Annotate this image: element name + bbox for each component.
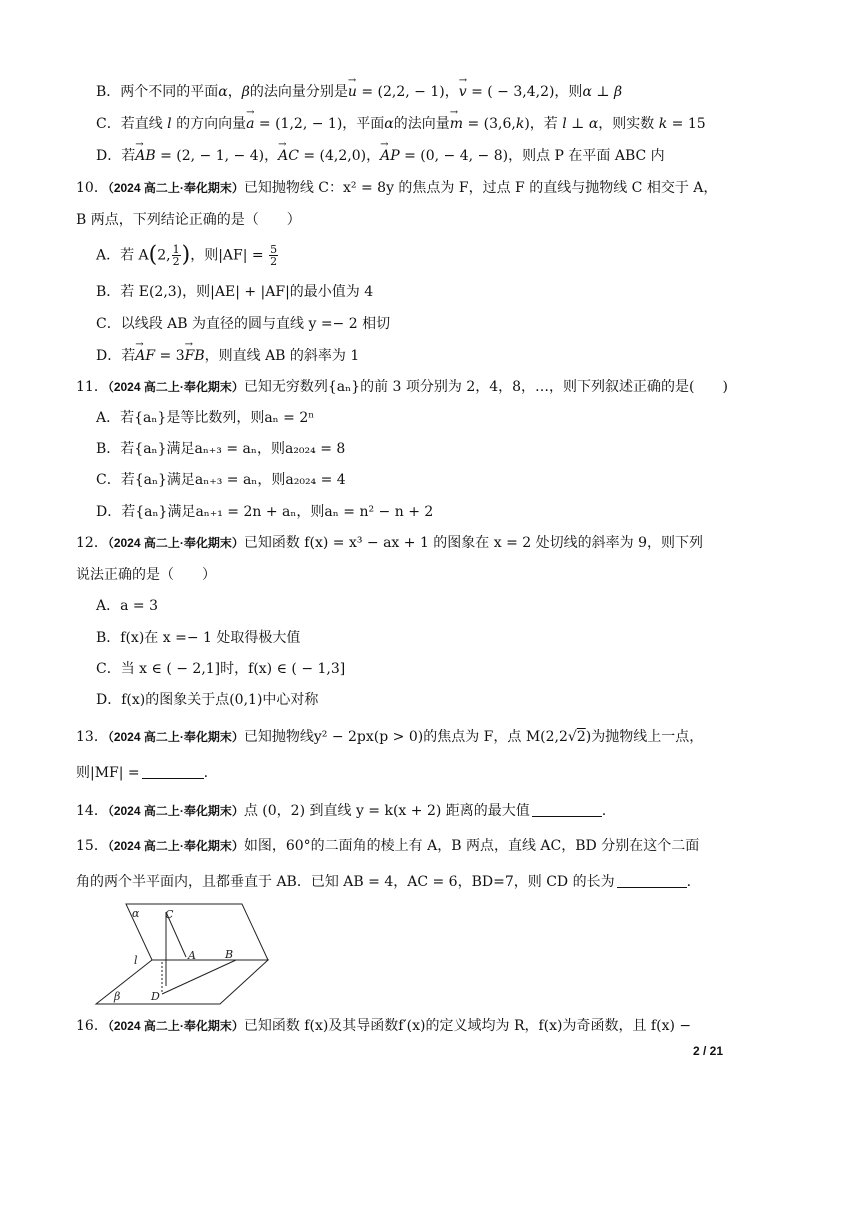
q10-option-d: D．若→ AF = 3→ FB，则直线 AB 的斜率为 1 (96, 346, 359, 366)
q15-answer-blank[interactable] (617, 873, 687, 888)
q10-stem-line1: 10．（2024 高二上·奉化期末）已知抛物线 C：x² = 8y 的焦点为 F，过点 F 的直线与抛物线 C 相交于 A， (76, 180, 718, 196)
q9-option-b: B．两个不同的平面α，β的法向量分别是→ u = (2,2, − 1)，→ v = ( − 3,4,2)，则α ⊥ β (96, 82, 622, 102)
q14-stem: 14．（2024 高二上·奉化期末）点 (0，2) 到直线 y = k(x + 2) 距离的最大值 . (76, 803, 607, 819)
q15-stem-line1: 15．（2024 高二上·奉化期末）如图，60°的二面角的棱上有 A，B 两点，直线 AC，BD 分别在这个二面 (76, 838, 700, 854)
q11-option-a: A．若{aₙ}是等比数列，则aₙ = 2ⁿ (96, 410, 315, 426)
plane-alpha (126, 904, 268, 960)
q12-option-d: D．f(x)的图象关于点(0,1)中心对称 (96, 692, 319, 708)
q10-stem-line2: B 两点，下列结论正确的是（ ） (76, 212, 301, 228)
q12-stem-line2: 说法正确的是（ ） (76, 567, 216, 583)
label-c: C (165, 908, 174, 921)
label-b: B (225, 948, 234, 961)
q11-stem: 11．（2024 高二上·奉化期末）已知无穷数列{aₙ}的前 3 项分别为 2，4，8，…，则下列叙述正确的是( ) (76, 379, 728, 395)
q15-dihedral-figure (92, 902, 274, 1008)
q11-option-b: B．若{aₙ}满足aₙ₊₃ = aₙ，则a₂₀₂₄ = 8 (96, 441, 346, 457)
q16-stem: 16．（2024 高二上·奉化期末）已知函数 f(x)及其导函数f′(x)的定义域均为 R，f(x)为奇函数，且 f(x) − (76, 1018, 692, 1034)
q11-option-d: D．若{aₙ}满足aₙ₊₁ = 2n + aₙ，则aₙ = n² − n + 2 (96, 504, 434, 520)
q13-answer-blank[interactable] (142, 764, 204, 779)
q10-option-c: C．以线段 AB 为直径的圆与直线 y =− 2 相切 (96, 316, 391, 332)
q12-option-c: C．当 x ∈ ( − 2,1]时，f(x) ∈ ( − 1,3] (96, 661, 346, 677)
q9-option-d: D．若→ AB = (2, − 1, − 4)，→ AC = (4,2,0)，→ AP = (0, − 4, − 8)，则点 P 在平面 ABC 内 (96, 146, 665, 166)
q13-stem-line2: 则|MF| = . (76, 765, 209, 781)
q12-stem-line1: 12．（2024 高二上·奉化期末）已知函数 f(x) = x³ − ax + 1 的图象在 x = 2 处切线的斜率为 9，则下列 (76, 535, 704, 551)
plane-beta (96, 960, 268, 1004)
label-alpha: α (132, 907, 140, 920)
page-number: 2 / 21 (692, 1044, 723, 1058)
label-a: A (188, 949, 196, 962)
label-d: D (151, 990, 160, 1003)
q14-answer-blank[interactable] (532, 802, 602, 817)
label-beta: β (114, 990, 121, 1003)
q15-stem-line2: 角的两个半平面内，且都垂直于 AB．已知 AB = 4，AC = 6，BD=7，则 CD 的长为 . (76, 874, 692, 890)
q10-option-a: A．若 A(2, $\frac{1}{2}$ )，则|AF| = $\frac{5}{2}$ (96, 242, 278, 268)
label-l: l (134, 954, 138, 967)
q9-option-c: C．若直线 l 的方向向量→ a = (1,2, − 1)，平面α的法向量→ m = (3,6,k)，若 l ⊥ α，则实数 k = 15 (96, 114, 706, 134)
q11-option-c: C．若{aₙ}满足aₙ₊₃ = aₙ，则a₂₀₂₄ = 4 (96, 472, 346, 488)
q13-stem-line1: 13．（2024 高二上·奉化期末）已知抛物线y² − 2px(p > 0)的焦点为 F，点 M(2,2√2)为抛物线上一点， (76, 729, 704, 745)
q10-option-b: B．若 E(2,3)，则|AE| + |AF|的最小值为 4 (96, 284, 374, 300)
q12-option-b: B．f(x)在 x =− 1 处取得极大值 (96, 630, 301, 646)
segment-db (162, 960, 236, 994)
q12-option-a: A．a = 3 (96, 598, 158, 614)
